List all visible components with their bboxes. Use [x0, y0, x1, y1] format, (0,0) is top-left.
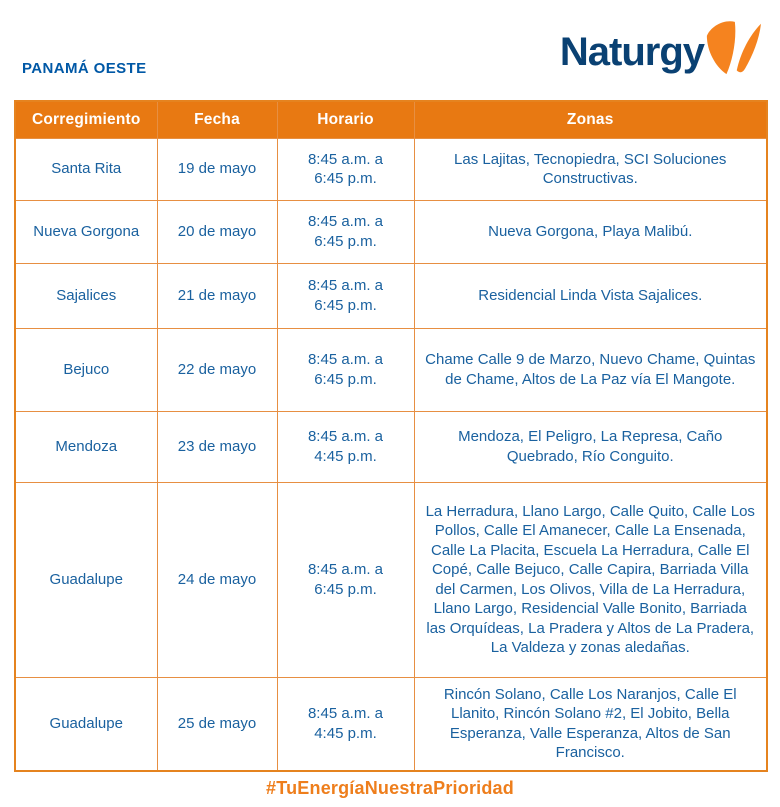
cell-corregimiento: Sajalices	[15, 263, 157, 328]
cell-horario: 8:45 a.m. a 6:45 p.m.	[277, 263, 414, 328]
cell-zonas: Mendoza, El Peligro, La Represa, Caño Quebrado, Río Conguito.	[414, 411, 767, 482]
cell-horario: 8:45 a.m. a 6:45 p.m.	[277, 482, 414, 677]
cell-corregimiento: Guadalupe	[15, 677, 157, 771]
cell-fecha: 21 de mayo	[157, 263, 277, 328]
cell-zonas: Chame Calle 9 de Marzo, Nuevo Chame, Quintas de Chame, Altos de La Paz vía El Mangote.	[414, 328, 767, 411]
naturgy-wordmark: Naturgy	[559, 30, 704, 74]
table-row	[15, 263, 767, 328]
naturgy-butterfly-icon	[702, 20, 764, 76]
cell-zonas: Las Lajitas, Tecnopiedra, SCI Soluciones Constructivas.	[414, 138, 767, 200]
table-row	[15, 411, 767, 482]
page-title: PANAMÁ OESTE	[22, 60, 147, 77]
cell-fecha: 19 de mayo	[157, 138, 277, 200]
table-header-row	[15, 101, 767, 138]
cell-zonas: Residencial Linda Vista Sajalices.	[414, 263, 767, 328]
cell-horario: 8:45 a.m. a 6:45 p.m.	[277, 328, 414, 411]
naturgy-logo	[560, 20, 764, 76]
cell-corregimiento: Mendoza	[15, 411, 157, 482]
outage-schedule-table	[14, 100, 768, 772]
table-row	[15, 328, 767, 411]
column-header-horario: Horario	[277, 101, 414, 138]
cell-fecha: 25 de mayo	[157, 677, 277, 771]
table-row	[15, 677, 767, 771]
cell-corregimiento: Bejuco	[15, 328, 157, 411]
table-row	[15, 200, 767, 263]
column-header-zonas: Zonas	[414, 101, 767, 138]
cell-zonas: Nueva Gorgona, Playa Malibú.	[414, 200, 767, 263]
cell-zonas: La Herradura, Llano Largo, Calle Quito, Calle Los Pollos, Calle El Amanecer, Calle La Ensenada, Calle La Placita, Escuela La Herradura, Calle El Copé, Calle Bejuco, Calle Capira, Barriada Villa del Carmen, Los Olivos, Villa de La Herradura, Llano Largo, Residencial Valle Bonito, Barriada las Orquídeas, La Pradera y Altos de La Pradera, La Valdeza y zonas aledañas.	[414, 482, 767, 677]
table-row	[15, 482, 767, 677]
cell-corregimiento: Santa Rita	[15, 138, 157, 200]
cell-horario: 8:45 a.m. a 6:45 p.m.	[277, 138, 414, 200]
cell-horario: 8:45 a.m. a 4:45 p.m.	[277, 677, 414, 771]
cell-fecha: 22 de mayo	[157, 328, 277, 411]
top-bar	[0, 0, 780, 100]
cell-horario: 8:45 a.m. a 6:45 p.m.	[277, 200, 414, 263]
table-row	[15, 138, 767, 200]
cell-fecha: 24 de mayo	[157, 482, 277, 677]
column-header-fecha: Fecha	[157, 101, 277, 138]
cell-fecha: 23 de mayo	[157, 411, 277, 482]
cell-horario: 8:45 a.m. a 4:45 p.m.	[277, 411, 414, 482]
hashtag: #TuEnergíaNuestraPrioridad	[266, 778, 514, 798]
cell-corregimiento: Guadalupe	[15, 482, 157, 677]
cell-corregimiento: Nueva Gorgona	[15, 200, 157, 263]
cell-zonas: Rincón Solano, Calle Los Naranjos, Calle El Llanito, Rincón Solano #2, El Jobito, Bella Esperanza, Valle Esperanza, Altos de San Francisco.	[414, 677, 767, 771]
cell-fecha: 20 de mayo	[157, 200, 277, 263]
column-header-corregimiento: Corregimiento	[15, 101, 157, 138]
